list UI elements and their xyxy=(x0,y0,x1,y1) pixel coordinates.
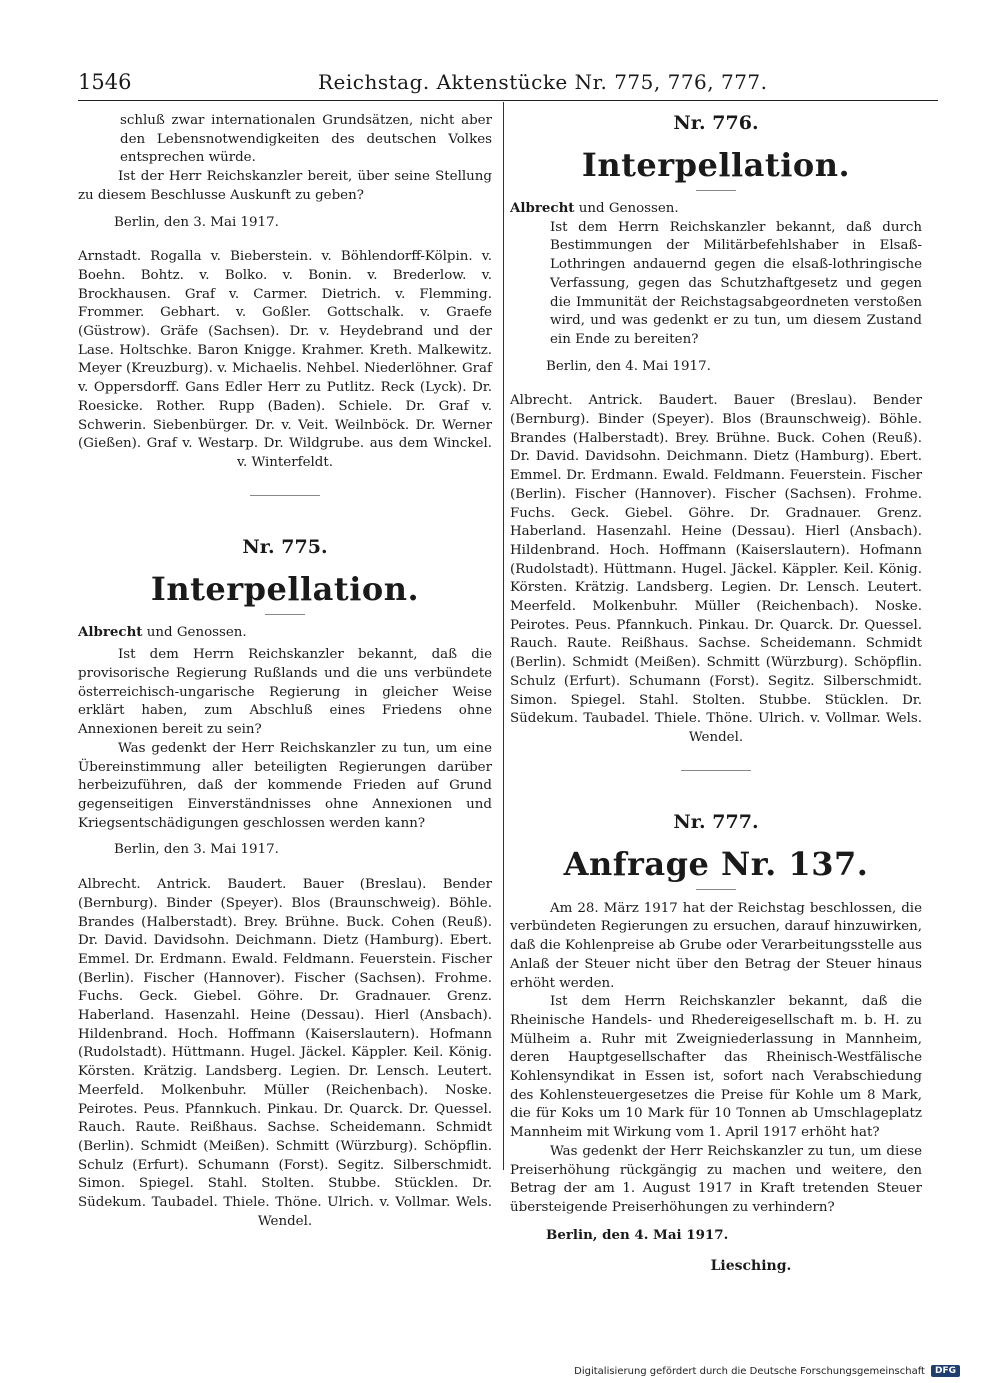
inquiry-paragraph: Am 28. März 1917 hat der Reichstag beschlossen, die verbündeten Regierungen zu ersuchen, darauf hinzuwirken, daß die Kohlenpreise ab Grube oder Verarbeitungsstelle aus Anlaß der Steuer nicht über den Betrag der Steuer hinaus erhöht werden. xyxy=(510,900,922,991)
right-column xyxy=(510,112,922,1274)
author-line xyxy=(510,199,922,219)
document-type-heading: Anfrage Nr. 137. xyxy=(563,844,869,883)
document-number: Nr. 777. xyxy=(673,810,759,833)
author-rest: und Genossen. xyxy=(574,201,679,216)
interpellation-paragraph: Was gedenkt der Herr Reichskanzler zu tun, um eine Übereinstimmung aller beteiligten Regierungen darüber herbeizuführen, daß der kommende Frieden auf Grund gegenseitigen Einverständnisses ohne Annexionen und Kriegsentschädigungen geschlossen werden kann? xyxy=(78,740,492,831)
dfg-logo: DFG xyxy=(931,1365,960,1377)
page-number: 1546 xyxy=(78,70,132,94)
page-header xyxy=(78,66,938,101)
inquiry-paragraph: Was gedenkt der Herr Reichskanzler zu tun, um diese Preiserhöhung rückgängig zu machen und weitere, den Betrag der am 1. August 1917 in Kraft tretenden Steuer übersteigende Preiserhöhungen zu verhindern? xyxy=(510,1143,922,1215)
document-type-heading: Interpellation. xyxy=(581,146,851,184)
separator-rule xyxy=(696,889,736,890)
separator-rule xyxy=(265,614,305,615)
left-column xyxy=(78,112,492,1231)
digitization-credit xyxy=(574,1365,960,1377)
dateline: Berlin, den 4. Mai 1917. xyxy=(546,358,711,374)
interpellation-paragraph: Ist dem Herrn Reichskanzler bekannt, daß durch Bestimmungen der Militärbefehlshaber in Elsaß-Lothringen andauernd gegen die elsaß-lothringische Verfassung, gegen das Schutzhaftgesetz und gegen die Immunität der Reichstagsabgeordneten verstoßen wird, und was gedenkt er zu tun, um diesem Zustand ein Ende zu bereiten? xyxy=(550,219,922,347)
dateline: Berlin, den 3. Mai 1917. xyxy=(114,842,279,858)
signers-list: Albrecht. Antrick. Baudert. Bauer (Breslau). Bender (Bernburg). Binder (Speyer). Blos (Braunschweig). Böhle. Brandes (Halberstadt). Brey. Brühne. Buck. Cohen (Reuß). Dr. David. Davidsohn. Deichmann. Dietz (Hamburg). Ebert. Emmel. Dr. Erdmann. Ewald. Feldmann. Feuerstein. Fischer (Berlin). Fischer (Hannover). Fischer (Sachsen). Frohme. Fuchs. Geck. Giebel. Göhre. Dr. Gradnauer. Grenz. Haberland. Hasenzahl. Heine (Dessau). Hierl (Ansbach). Hildenbrand. Hoch. Hoffmann (Kaiserslautern). Hofmann (Rudolstadt). Hüttmann. Hugel. Jäckel. Käppler. Keil. König. Körsten. Krätzig. Landsberg. Legien. Dr. Lensch. Leutert. Meerfeld. Molkenbuhr. Müller (Reichenbach). Noske. Peirotes. Peus. Pfannkuch. Pinkau. Dr. Quarck. Dr. Quessel. Rauch. Raute. Reißhaus. Sachse. Scheidemann. Schmidt (Berlin). Schmidt (Meißen). Schmitt (Würzburg). Schöpflin. Schulz (Erfurt). Schumann (Forst). Segitz. Silberschmidt. Simon. Spiegel. Stahl. Stolten. Stubbe. Stücklen. Dr. Südekum. Taubadel. Thiele. Thöne. Ulrich. v. Vollmar. Wels. Wendel. xyxy=(510,393,922,745)
document-number: Nr. 775. xyxy=(242,535,328,558)
column-divider xyxy=(503,102,504,1170)
separator-rule xyxy=(250,495,320,496)
inquiry-paragraph: Ist dem Herrn Reichskanzler bekannt, daß die Rheinische Handels- und Rhedereigesellschaft m. b. H. zu Mülheim a. Ruhr mit Zweigniederlassung in Mannheim, deren Hauptgesellschafter das Rheinisch-Westfälische Kohlensyndikat in Essen ist, sofort nach Verabschiedung des Kohlensteuergesetzes die Preise für Kohle um 8 Mark, die für Koks um 10 Mark für 10 Tonnen ab Umschlageplatz Mannheim mit Wirkung vom 1. April 1917 erhöht hat? xyxy=(510,994,922,1141)
signers-list: Albrecht. Antrick. Baudert. Bauer (Breslau). Bender (Bernburg). Binder (Speyer). Blos (Braunschweig). Böhle. Brandes (Halberstadt). Brey. Brühne. Buck. Cohen (Reuß). Dr. David. Davidsohn. Deichmann. Dietz (Hamburg). Ebert. Emmel. Dr. Erdmann. Ewald. Feldmann. Feuerstein. Fischer (Berlin). Fischer (Hannover). Fischer (Sachsen). Frohme. Fuchs. Geck. Giebel. Göhre. Dr. Gradnauer. Grenz. Haberland. Hasenzahl. Heine (Dessau). Hierl (Ansbach). Hildenbrand. Hoch. Hoffmann (Kaiserslautern). Hofmann (Rudolstadt). Hüttmann. Hugel. Jäckel. Käppler. Keil. König. Körsten. Krätzig. Landsberg. Legien. Dr. Lensch. Leutert. Meerfeld. Molkenbuhr. Müller (Reichenbach). Noske. Peirotes. Peus. Pfannkuch. Pinkau. Dr. Quarck. Dr. Quessel. Rauch. Raute. Reißhaus. Sachse. Scheidemann. Schmidt (Berlin). Schmidt (Meißen). Schmitt (Würzburg). Schöpflin. Schulz (Erfurt). Schumann (Forst). Segitz. Silberschmidt. Simon. Spiegel. Stahl. Stolten. Stubbe. Stücklen. Dr. Südekum. Taubadel. Thiele. Thöne. Ulrich. v. Vollmar. Wels. Wendel. xyxy=(78,877,492,1229)
continuation-paragraph: schluß zwar internationalen Grundsätzen, nicht aber den Lebensnotwendigkeiten des deutschen Volkes entsprechen würde. xyxy=(120,113,492,166)
document-type-heading: Interpellation. xyxy=(150,569,420,608)
dateline: Berlin, den 4. Mai 1917. xyxy=(546,1226,729,1243)
credit-text: Digitalisierung gefördert durch die Deutsche Forschungsgemeinschaft xyxy=(574,1365,925,1377)
separator-rule xyxy=(681,770,751,771)
author-name: Albrecht xyxy=(78,623,143,640)
signers-list: Arnstadt. Rogalla v. Bieberstein. v. Böhlendorff-Kölpin. v. Boehn. Bohtz. v. Bolko. v. Bonin. v. Brederlow. v. Brockhausen. Graf v. Carmer. Dietrich. v. Flemming. Frommer. Gebhart. v. Goßler. Gottschalk. v. Graefe (Güstrow). Gräfe (Sachsen). Dr. v. Heydebrand und der Lase. Holtschke. Baron Knigge. Krahmer. Kreth. Malkewitz. Meyer (Kreuzburg). v. Michaelis. Nehbel. Niederlöhner. Graf v. Oppersdorff. Gans Edler Herr zu Putlitz. Reck (Lyck). Dr. Roesicke. Rother. Rupp (Baden). Schiele. Dr. Graf v. Schwerin. Siebenbürger. Dr. v. Veit. Weilnböck. Dr. Werner (Gießen). Graf v. Westarp. Dr. Wildgrube. aus dem Winckel. v. Winterfeldt. xyxy=(78,249,492,470)
signature: Liesching. xyxy=(710,1258,792,1275)
author-name: Albrecht xyxy=(510,200,575,216)
author-rest: und Genossen. xyxy=(142,624,247,640)
author-line xyxy=(78,623,492,643)
running-title: Reichstag. Aktenstücke Nr. 775, 776, 777. xyxy=(318,70,768,94)
document-number: Nr. 776. xyxy=(673,112,759,134)
continuation-paragraph: Ist der Herr Reichskanzler bereit, über seine Stellung zu diesem Beschlusse Auskunft zu geben? xyxy=(78,169,492,203)
interpellation-paragraph: Ist dem Herrn Reichskanzler bekannt, daß die provisorische Regierung Rußlands und die uns verbündete österreichisch-ungarische Regierung in gleicher Weise erklärt haben, zum Abschluß eines Friedens ohne Annexionen bereit zu sein? xyxy=(78,647,492,738)
dateline: Berlin, den 3. Mai 1917. xyxy=(114,214,279,230)
separator-rule xyxy=(696,190,736,191)
